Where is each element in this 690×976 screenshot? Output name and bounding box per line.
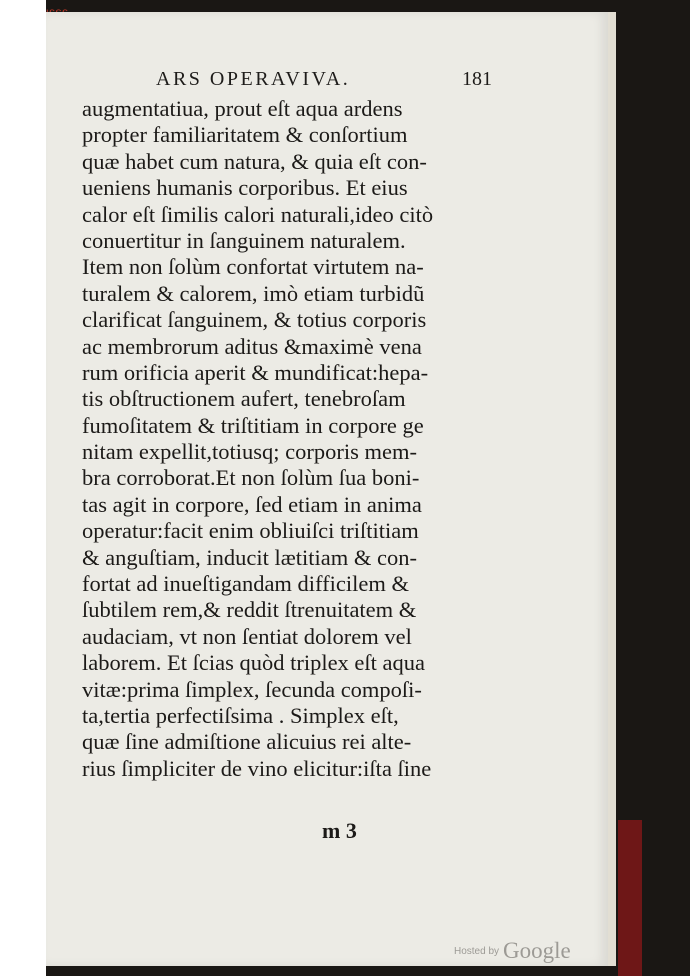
text-line: fumoſitatem & triſtitiam in corpore ge	[82, 412, 424, 438]
body-text	[82, 96, 492, 782]
page-number: 181	[462, 68, 492, 90]
text-line: quæ ſine admiſtione alicuius rei alte-	[82, 729, 412, 755]
binding-edge	[618, 820, 642, 976]
watermark-prefix: Hosted by	[454, 945, 500, 957]
text-line: calor eſt ſimilis calori naturali,ideo citò	[82, 201, 434, 227]
page-header	[112, 68, 492, 94]
text-line: nitam expellit,totiusq; corporis mem-	[82, 439, 417, 465]
text-line: clarificat ſanguinem, & totius corporis	[82, 307, 427, 333]
text-line: bra corroborat.Et non ſolùm ſua boni-	[82, 465, 420, 491]
text-line: laborem. Et ſcias quòd triplex eſt aqua	[82, 650, 426, 676]
text-line: & anguſtiam, inducit lætitiam & con-	[82, 544, 417, 570]
text-line: ta,tertia perfectiſsima . Simplex eſt,	[82, 702, 399, 728]
text-line: tas agit in corpore, ſed etiam in anima	[82, 491, 422, 517]
text-line: operatur:facit enim obliuiſci triſtitiam	[82, 518, 419, 544]
left-margin-strip	[0, 0, 46, 976]
text-line: propter familiaritatem & conſortium	[82, 122, 408, 148]
running-head: ARS OPERAVIVA.	[156, 68, 351, 90]
text-line: audaciam, vt non ſentiat dolorem vel	[82, 623, 412, 649]
text-line: augmentatiua, prout eſt aqua ardens	[82, 96, 403, 121]
text-line: Item non ſolùm confortat virtutem na-	[82, 254, 424, 280]
text-line: vitæ:prima ſimplex, ſecunda compoſi-	[82, 676, 422, 702]
text-line: ac membrorum aditus &maximè vena	[82, 333, 422, 359]
text-line: rius ſimpliciter de vino elicitur:iſta ſine	[82, 755, 432, 781]
text-line: conuertitur in ſanguinem naturalem.	[82, 227, 406, 253]
text-line: fortat ad inueſtigandam difficilem &	[82, 571, 409, 597]
watermark-brand: Google	[503, 938, 571, 963]
text-line: tis obſtructionem aufert, tenebroſam	[82, 386, 406, 412]
text-line: ueniens humanis corporibus. Et eius	[82, 175, 408, 201]
google-watermark	[454, 938, 571, 964]
text-line: quæ habet cum natura, & quia eſt con-	[82, 148, 427, 174]
signature-mark: m 3	[322, 818, 357, 843]
page-edge	[608, 12, 616, 966]
text-line: turalem & calorem, imò etiam turbidũ	[82, 280, 425, 306]
text-line: rum orificia aperit & mundificat:hepa-	[82, 359, 429, 385]
text-line: ſubtilem rem,& reddit ſtrenuitatem &	[82, 597, 417, 623]
